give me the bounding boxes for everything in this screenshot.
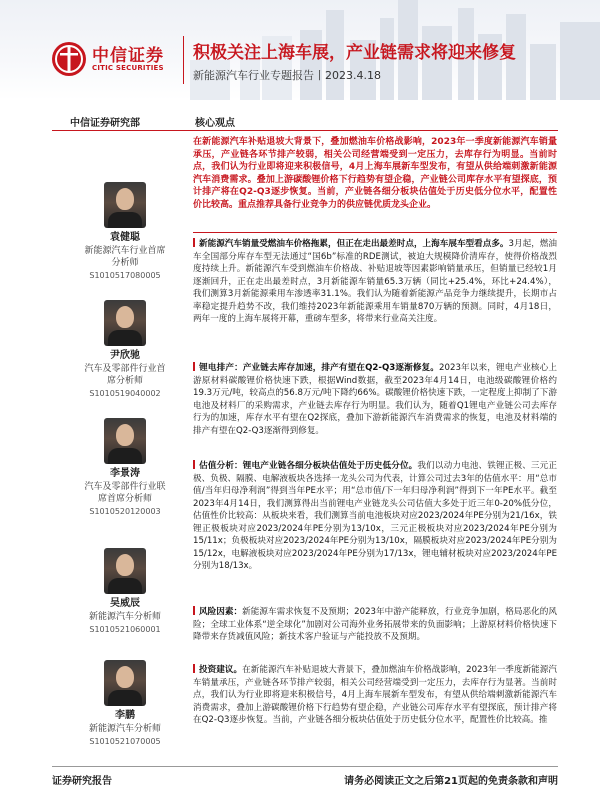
- paragraph-heading: 新能源汽车销量受燃油车价格拖累，但正在走出最差时点，上海车展车型看点多。: [199, 239, 509, 249]
- paragraph-heading: 锂电排产：产业链去库存加速，排产有望在Q2-Q3逐渐修复。: [199, 363, 440, 373]
- analyst-role: 新能源汽车分析师: [88, 724, 161, 734]
- bullet-bar: [193, 460, 195, 469]
- analyst-name: 尹欣驰: [110, 350, 140, 361]
- analyst-id: S1010517080005: [89, 271, 161, 280]
- core-summary: 在新能源汽车补贴退坡大背景下，叠加燃油车价格战影响，2023年一季度新能源汽车销量承压，产业链各环节排产较弱，相关公司经营端受到一定压力，去库存行为明显。当前时点，我们认为行业即将迎来积极信号，4月上海车展新车型发布，有望从供给端刺激新能源汽车消费需求。叠加上游碳酸锂价格下行趋势有望企稳，产业链公司库存水平有望探底，预计排产将在Q2-Q3逐步恢复。当前，产业链各细分板块估值处于历史低分位水平，配置性价比较高。重点推荐具备行业竞争力的供应链优质龙头企业。: [193, 137, 557, 210]
- header-rule: [52, 130, 558, 131]
- report-subtitle: 新能源汽车行业专题报告丨2023.4.18: [193, 69, 381, 82]
- analyst-card: [82, 660, 168, 748]
- disclaimer-notice: 请务必阅读正文之后第21页起的免责条款和声明: [344, 776, 558, 787]
- paragraph-recommendation: [193, 664, 557, 727]
- report-header: [0, 0, 600, 100]
- logo-english-name: CITIC SECURITIES: [92, 64, 164, 72]
- analyst-id: S1010520120003: [89, 507, 161, 516]
- paragraph-risk: [193, 606, 557, 644]
- paragraph-body: 新能源车需求恢复不及预期；2023年中游产能释放，行业竞争加剧，格局恶化的风险；全球工业体系“逆全球化”加剧对公司海外业务拓展带来的负面影响；上游原材料价格快速下降带来存货减值风险；新技术客户验证与产能投放不及预期。: [193, 607, 557, 642]
- bullet-bar: [193, 606, 195, 615]
- analyst-card: [82, 300, 168, 400]
- paragraph-production: [193, 362, 557, 437]
- analyst-name: 李鹏: [115, 710, 135, 721]
- analyst-photo: [104, 548, 146, 594]
- paragraph-sales: [193, 238, 557, 326]
- analyst-name: 袁健聪: [110, 232, 140, 243]
- analyst-role: 汽车及零部件行业联席首席分析师: [84, 482, 166, 504]
- analyst-photo: [104, 182, 146, 228]
- analyst-card: [82, 418, 168, 518]
- logo-chinese-name: 中信证券: [92, 46, 164, 66]
- analyst-role: 汽车及零部件行业首席分析师: [84, 364, 166, 386]
- analyst-id: S1010519040002: [89, 389, 161, 398]
- footer-label: 证券研究报告: [52, 776, 112, 787]
- citic-logo-icon: [52, 42, 86, 76]
- analyst-photo: [104, 418, 146, 464]
- analyst-photo: [104, 300, 146, 346]
- footer-rule: [52, 766, 558, 767]
- header-divider: [183, 36, 184, 84]
- paragraph-heading: 估值分析：锂电产业链各细分板块估值处于历史低分位。: [199, 461, 418, 471]
- bullet-bar: [193, 362, 195, 371]
- paragraph-body: 2023年以来，锂电产业核心上游原材料碳酸锂价格快速下跌，根据Wind数据，截至2023年4月14日，电池级碳酸锂价格约19.3万元/吨，较高点的56.8万元/吨下降约66%。碳酸锂价格快速下跌，一定程度上抑制了下游电池及材料厂的采购需求，产业链去库存行为明显。我们认为，随着Q1锂电产业链公司去库存行为的加速，库存水平有望在Q2探底，叠加下游新能源汽车消费需求的恢复，电池及材料端的排产有望在Q2-Q3逐渐得到修复。: [193, 363, 557, 436]
- analyst-id: S1010521070005: [89, 737, 161, 746]
- paragraph-heading: 投资建议。: [199, 665, 243, 675]
- paragraph-body: 我们以动力电池、铁锂正极、三元正极、负极、隔膜、电解液板块各选择一龙头公司为代表，计算公司过去3年的估值水平：用“总市值/当年归母净利润”得到当年PE水平；用“总市值/下一年归母净利润”得到下一年PE水平。截至2023年4月14日，我们测算得出当前锂电产业链龙头公司估值大多处于近三年0-20%低分位，估值性价比较高：从板块来看，我们测算当前电池板块对应2023/2024年PE分别为21/16x，铁锂正极板块对应2023/2024年PE分别为13/10x，三元正极板块对应2023/2024年PE分别为15/11x；负极板块对应2023/2024年PE分别为13/10x，隔膜板块对应2023/2024年PE分别为15/12x，电解液板块对应2023/2024年PE分别为17/13x，锂电辅材板块对应2023/2024年PE分别为18/13x。: [193, 461, 557, 571]
- analyst-photo: [104, 660, 146, 706]
- paragraph-body: 在新能源汽车补贴退坡大背景下，叠加燃油车价格战影响，2023年一季度新能源汽车销量承压，产业链各环节排产较弱，相关公司经营端受到一定压力，去库存行为显著。当前时点，我们认为行业即将迎来积极信号，4月上海车展新车型发布，有望从供给端刺激新能源汽车消费需求，叠加上游碳酸锂价格下行趋势有望企稳，产业链公司库存水平有望探底，预计排产将在Q2-Q3逐步恢复。当前，产业链各细分板块估值处于历史低分位水平，配置性价比较高。推: [193, 665, 557, 725]
- analyst-card: [82, 548, 168, 636]
- summary-rule: [193, 232, 557, 233]
- analyst-name: 吴威辰: [110, 598, 140, 609]
- bullet-bar: [193, 238, 195, 247]
- report-title: 积极关注上海车展，产业链需求将迎来修复: [193, 43, 516, 63]
- analyst-id: S1010521060001: [89, 625, 161, 634]
- paragraph-body: 3月起，燃油车全国部分库存车型无法通过“国6b”标准的RDE测试，被迫大规模降价清库存，使得价格战烈度持续上升。新能源汽车受到燃油车价格战、补贴退坡等因素影响销量承压，但销量已经较1月逐渐回升，正在走出最差时点，3月新能源车销量65.3万辆（同比+25.4%，环比+24.4%），我们测算3月新能源乘用车渗透率31.1%。我们认为随着新能源产品竞争力继续提升，长期市占率稳定提升趋势不改，我们维持2023年新能源乘用车销量870万辆的预测。同时，4月18日，两年一度的上海车展将开幕，重磅车型多，将带来行业高关注度。: [193, 239, 557, 324]
- analyst-name: 李景涛: [110, 468, 140, 479]
- paragraph-valuation: [193, 460, 557, 573]
- analyst-role: 新能源汽车行业首席分析师: [84, 246, 166, 268]
- analyst-card: [82, 182, 168, 282]
- bullet-bar: [193, 664, 195, 673]
- analyst-role: 新能源汽车分析师: [88, 612, 161, 622]
- paragraph-heading: 风险因素：: [199, 607, 243, 617]
- core-views-title: 核心观点: [195, 118, 235, 129]
- research-dept-title: 中信证券研究部: [70, 118, 140, 129]
